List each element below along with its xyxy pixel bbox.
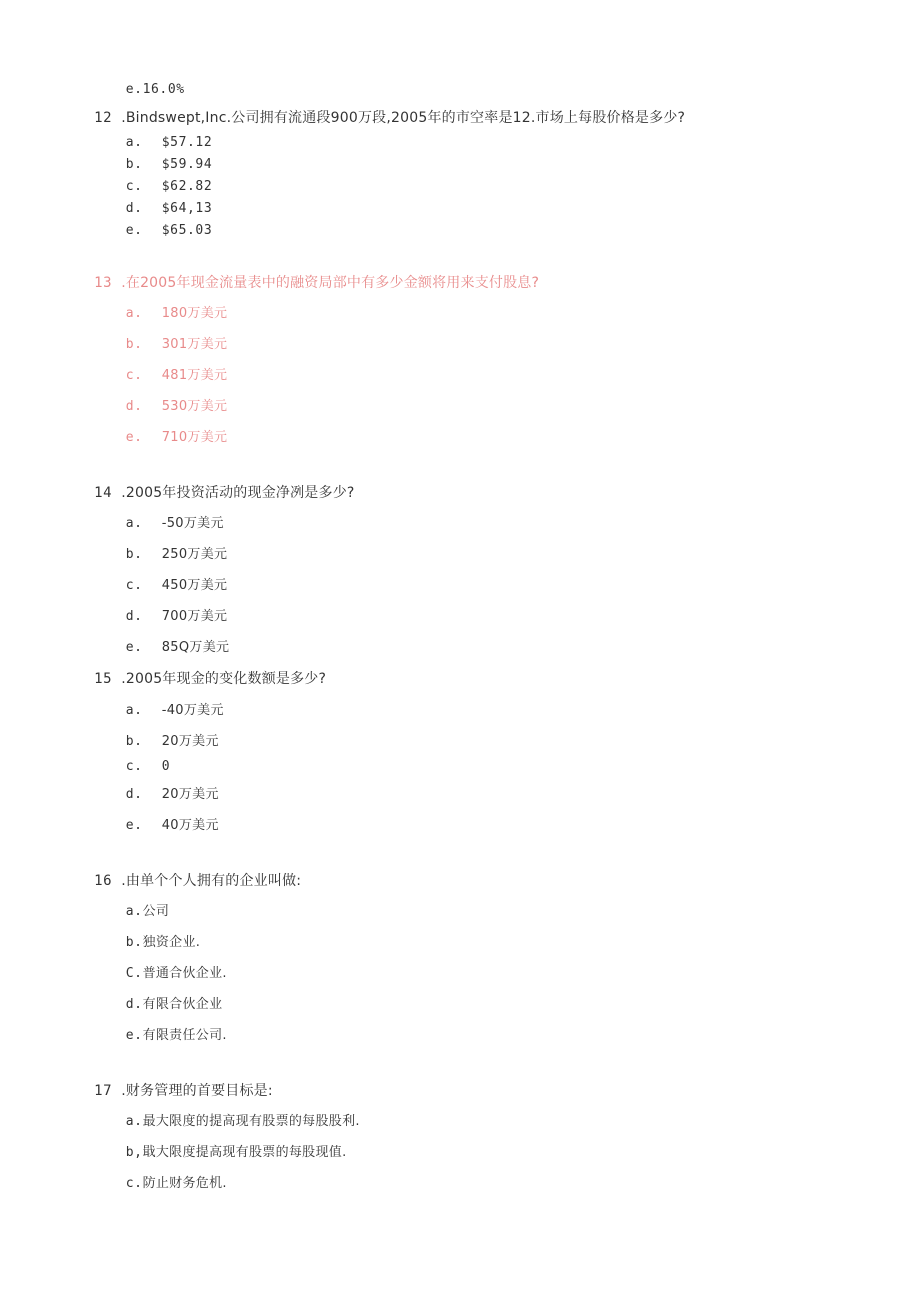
- option-text: 40万美元: [161, 818, 219, 833]
- option-label: a.: [125, 904, 143, 919]
- question-number: 14: [94, 485, 113, 501]
- q12-option-e: [92, 207, 212, 255]
- option-label: c.: [125, 179, 143, 194]
- option-text: -40万美元: [161, 703, 224, 718]
- option-text: 最大限度的提高现有股票的每股股利.: [142, 1114, 360, 1129]
- option-label: d.: [125, 201, 143, 216]
- option-label: b,: [125, 1145, 143, 1160]
- option-text: 710万美元: [161, 430, 228, 445]
- option-text: 20万美元: [161, 787, 219, 802]
- option-text: 85Q万美元: [161, 640, 230, 655]
- option-label: c.: [125, 368, 143, 383]
- option-label: e.: [125, 223, 143, 238]
- option-text: $64,13: [161, 201, 213, 216]
- option-text: $59.94: [161, 157, 213, 172]
- option-label: a.: [125, 1114, 143, 1129]
- option-label: a.: [125, 516, 143, 531]
- option-label: c.: [125, 1176, 143, 1191]
- option-label: C.: [125, 966, 143, 981]
- question-number: 17: [94, 1083, 113, 1099]
- question-text: .财务管理的首要目标是:: [121, 1083, 273, 1099]
- option-text: $65.03: [161, 223, 213, 238]
- q13-option-e: [92, 414, 227, 462]
- option-text: 有限责任公司.: [142, 1028, 227, 1043]
- option-label: d.: [125, 609, 143, 624]
- option-text: -50万美元: [161, 516, 224, 531]
- question-text: .2005年投资活动的现金净冽是多少?: [121, 485, 355, 501]
- question-number: 16: [94, 873, 113, 889]
- option-text: 301万美元: [161, 337, 228, 352]
- question-text: .在2005年现金流量表中的融资局部中有多少金额将用来支付股息?: [121, 275, 540, 291]
- option-text: 180万美元: [161, 306, 228, 321]
- q16-option-e: [92, 1012, 227, 1060]
- option-text: 20万美元: [161, 734, 219, 749]
- option-label: c.: [125, 759, 143, 774]
- option-label: e.: [125, 82, 143, 97]
- option-text: 普通合伙企业.: [142, 966, 227, 981]
- option-label: a.: [125, 135, 143, 150]
- option-label: c.: [125, 578, 143, 593]
- question-number: 15: [94, 671, 113, 687]
- option-label: d.: [125, 399, 143, 414]
- option-label: b.: [125, 547, 143, 562]
- option-label: b.: [125, 337, 143, 352]
- option-text: 16.0%: [142, 82, 185, 97]
- option-label: e.: [125, 640, 143, 655]
- question-number: 12: [94, 110, 113, 126]
- option-text: 250万美元: [161, 547, 228, 562]
- option-text: $62.82: [161, 179, 213, 194]
- option-label: e.: [125, 1028, 143, 1043]
- option-label: e.: [125, 430, 143, 445]
- option-text: 公司: [142, 904, 170, 919]
- option-text: 0: [161, 759, 171, 774]
- option-text: 700万美元: [161, 609, 228, 624]
- question-text: .由单个个人拥有的企业叫做:: [121, 873, 302, 889]
- option-label: e.: [125, 818, 143, 833]
- option-label: b.: [125, 935, 143, 950]
- option-label: d.: [125, 787, 143, 802]
- question-text: .Bindswept,Inc.公司拥有流通段900万段,2005年的市空率是12.市场上每股价格是多少?: [121, 110, 686, 126]
- option-label: b.: [125, 734, 143, 749]
- option-label: d.: [125, 997, 143, 1012]
- option-label: a.: [125, 306, 143, 321]
- question-text: .2005年现金的变化数额是多少?: [121, 671, 327, 687]
- option-label: b.: [125, 157, 143, 172]
- option-text: 有限合伙企业: [142, 997, 223, 1012]
- q15-option-e: [92, 802, 219, 850]
- option-text: $57.12: [161, 135, 213, 150]
- option-text: 防止财务危机.: [142, 1176, 227, 1191]
- option-text: 戢大限度提高现有股票的每股现值.: [142, 1145, 347, 1160]
- option-text: 481万美元: [161, 368, 228, 383]
- question-number: 13: [94, 275, 113, 291]
- option-text: 530万美元: [161, 399, 228, 414]
- q17-option-c: [92, 1160, 227, 1208]
- option-text: 独资企业.: [142, 935, 201, 950]
- option-text: 450万美元: [161, 578, 228, 593]
- option-label: a.: [125, 703, 143, 718]
